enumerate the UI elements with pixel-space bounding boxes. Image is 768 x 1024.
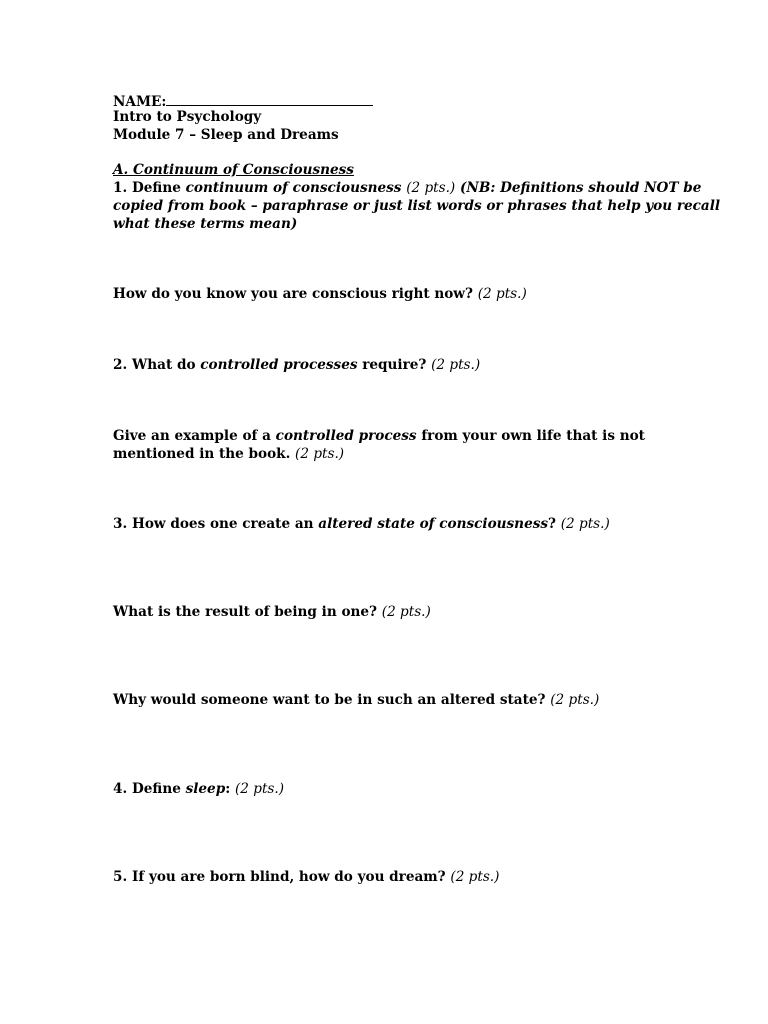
question-3: 3. How does one create an altered state of consciousness? (2 pts.): [113, 516, 610, 532]
question-number: 2.: [113, 357, 128, 373]
key-term: controlled process: [275, 428, 417, 444]
name-label: NAME:: [113, 94, 167, 110]
points-label: (2 pts.): [560, 516, 610, 532]
question-4: 4. Define sleep: (2 pts.): [113, 781, 285, 797]
module-title: Module 7 – Sleep and Dreams: [113, 127, 339, 143]
points-label: (2 pts.): [406, 180, 456, 196]
key-term: continuum of consciousness: [185, 180, 402, 196]
points-label: (2 pts.): [477, 286, 527, 302]
question-1-followup: How do you know you are conscious right now? (2 pts.): [113, 286, 527, 302]
note-line: what these terms mean): [113, 216, 298, 232]
question-number: 3.: [113, 516, 128, 532]
question-5: 5. If you are born blind, how do you dream? (2 pts.): [113, 869, 500, 885]
question-number: 5.: [113, 869, 128, 885]
points-label: (2 pts.): [295, 446, 345, 462]
note-line: copied from book – paraphrase or just list words or phrases that help you recall: [113, 198, 721, 214]
key-term: altered state of consciousness: [318, 516, 549, 532]
question-3-followup-result: What is the result of being in one? (2 pts.): [113, 604, 431, 620]
question-2-followup: Give an example of a controlled process from your own life that is not: [113, 428, 645, 444]
section-a-title: A. Continuum of Consciousness: [113, 162, 354, 178]
name-blank-line[interactable]: [166, 91, 373, 106]
question-2: 2. What do controlled processes require? (2 pts.): [113, 357, 481, 373]
points-label: (2 pts.): [550, 692, 600, 708]
course-title: Intro to Psychology: [113, 109, 262, 125]
question-number: 4.: [113, 781, 128, 797]
key-term: sleep: [185, 781, 226, 797]
points-label: (2 pts.): [450, 869, 500, 885]
question-2-followup-line2: mentioned in the book. (2 pts.): [113, 446, 345, 462]
question-1: 1. Define continuum of consciousness (2 pts.) (NB: Definitions should NOT be: [113, 180, 702, 196]
question-number: 1.: [113, 180, 128, 196]
note: (NB: Definitions should NOT be: [459, 180, 702, 196]
question-3-followup-why: Why would someone want to be in such an altered state? (2 pts.): [113, 692, 600, 708]
key-term: controlled processes: [200, 357, 358, 373]
points-label: (2 pts.): [234, 781, 285, 797]
points-label: (2 pts.): [381, 604, 431, 620]
points-label: (2 pts.): [431, 357, 481, 373]
